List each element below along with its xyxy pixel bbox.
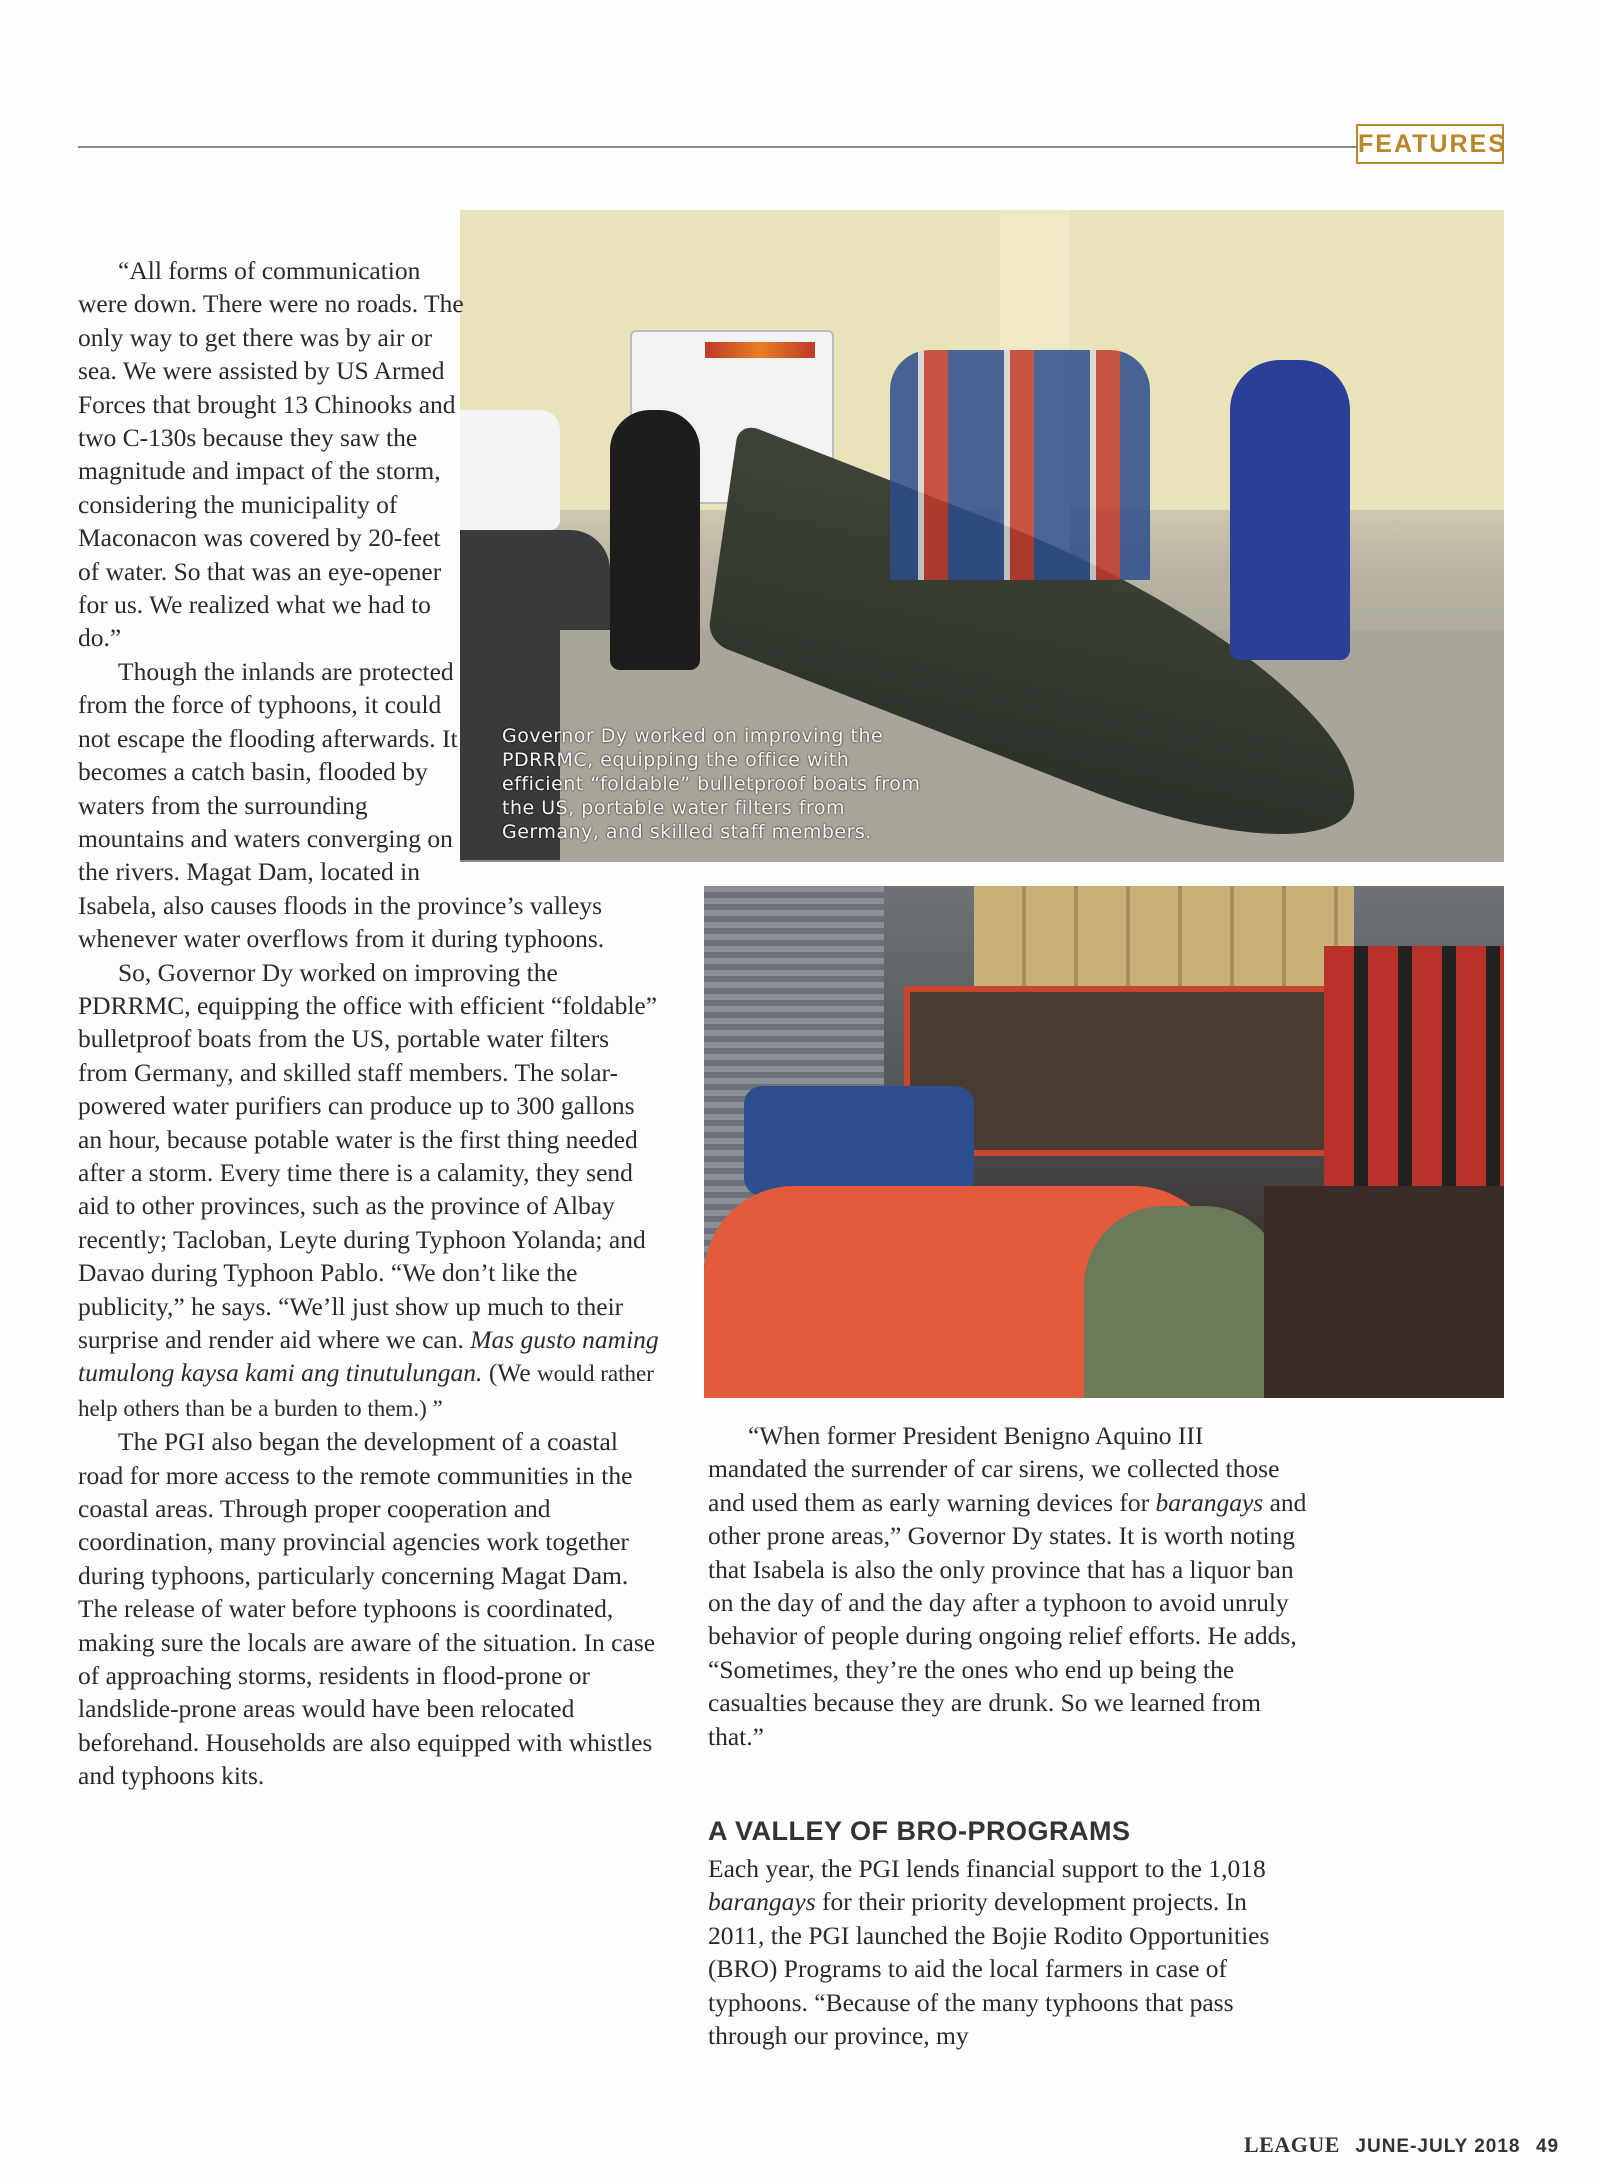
photo-caption: Governor Dy worked on improving the PDRRMC, equipping the office with efficient “foldable” bulletproof boats from the US, portable water filters from Germany, and skilled staff members. [502, 725, 921, 843]
barangays-term: barangays [1155, 1487, 1264, 1517]
left-column [78, 254, 664, 1793]
photo-wrap-spacer [464, 254, 664, 864]
paragraph-pdrrmc [78, 956, 664, 1426]
red-shelving [904, 986, 1374, 1156]
person-green-shirt [1084, 1206, 1284, 1398]
barangays-term-2: barangays [708, 1887, 816, 1917]
paragraph-inlands: Though the inlands are protected from the force of typhoons, it could not escape the flooding afterwards. It becomes a catch basin, flooded by waters from the surrounding mountains and waters converging on the rivers. Magat Dam, located in Isabela, also causes floods in the province’s valleys whenever water overflows from it during typhoons. [78, 656, 605, 954]
staff-group [890, 350, 1150, 580]
man-blue-shirt [1230, 360, 1350, 660]
right-column-top [708, 1419, 1308, 1753]
paragraph-bro-text: Each year, the PGI lends financial support to the 1,018 [708, 1854, 1266, 1883]
issue-date: JUNE-JULY 2018 [1355, 2136, 1521, 2157]
paragraph-coastal-road: The PGI also began the development of a coastal road for more access to the remote communities in the coastal areas. Through proper cooperation and coordination, many provincial agencies work together during typhoons, particularly concerning Magat Dam. The release of water before typhoons is coordinated, making sure the locals are aware of the situation. In case of approaching storms, residents in flood-prone or landslide-prone areas would have been relocated beforehand. Households are also equipped with whistles and typhoons kits. [78, 1427, 656, 1791]
paragraph-quote: “All forms of communication were down. There were no roads. The only way to get there was by air or sea. We were assisted by US Armed Forces that brought 13 Chinooks and two C-130s because they saw the magnitude and impact of the storm, considering the municipality of Maconacon was covered by 20-feet of water. So that was an eye-opener for us. We realized what we had to do.” [78, 256, 464, 653]
translation-note: would rather help others than be a burden to them.) ” [78, 1361, 654, 1421]
storage-boxes [974, 886, 1354, 986]
life-vests [1324, 946, 1504, 1186]
paragraph-bro-text-2: for their priority development projects. In 2011, the PGI launched the Bojie Rodito Opportunities (BRO) Programs to aid the local farmers in case of typhoons. “Because of the many typhoons that pass through our province, my [708, 1887, 1270, 2051]
paragraph-car-sirens-text-2: and other prone areas,” Governor Dy states. It is worth noting that Isabela is also the only province that has a liquor ban on the day of and the day after a typhoon to avoid unruly behavior of people during ongoing relief efforts. He adds, “Sometimes, they’re the ones who end up being the casualties because they are drunk. So we learned from that.” [708, 1487, 1307, 1751]
equipment-photo [704, 886, 1504, 1398]
right-column-bottom [708, 1852, 1308, 2052]
paragraph-bro-programs [708, 1852, 1308, 2052]
section-subheading: A VALLEY OF BRO-PROGRAMS [708, 1816, 1131, 1846]
paragraph-pdrrmc-text: So, Governor Dy worked on improving the PDRRMC, equipping the office with efficient “foldable” bulletproof boats from the US, portable water filters from Germany, and skilled staff members. The solar-powered water purifiers can produce up to 300 gallons an hour, because potable water is the first thing needed after a storm. Every time there is a calamity, they send aid to other provinces, such as the province of Albay recently; Tacloban, Leyte during Typhoon Yolanda; and Davao during Typhoon Pablo. “We don’t like the publicity,” he says. “We’ll just show up much to their surprise and render aid where we can. [78, 957, 658, 1354]
ambulance-lights [705, 342, 815, 358]
paragraph-car-sirens [708, 1419, 1308, 1753]
paragraph-pdrrmc-text-2: (We [482, 1358, 538, 1388]
outboard-motors [744, 1086, 974, 1196]
floor-equipment [1264, 1186, 1504, 1398]
tagalog-quote: Mas gusto naming tumulong kaysa kami ang tinutulungan. [78, 1325, 659, 1388]
magazine-brand: LEAGUE [1244, 2132, 1340, 2157]
page-footer [1244, 2132, 1559, 2158]
page-number: 49 [1535, 2136, 1560, 2157]
paragraph-car-sirens-text: “When former President Benigno Aquino III mandated the surrender of car sirens, we collected those and used them as early warning devices for [708, 1421, 1280, 1517]
section-label: FEATURES [1356, 124, 1504, 164]
header-rule [78, 146, 1356, 148]
